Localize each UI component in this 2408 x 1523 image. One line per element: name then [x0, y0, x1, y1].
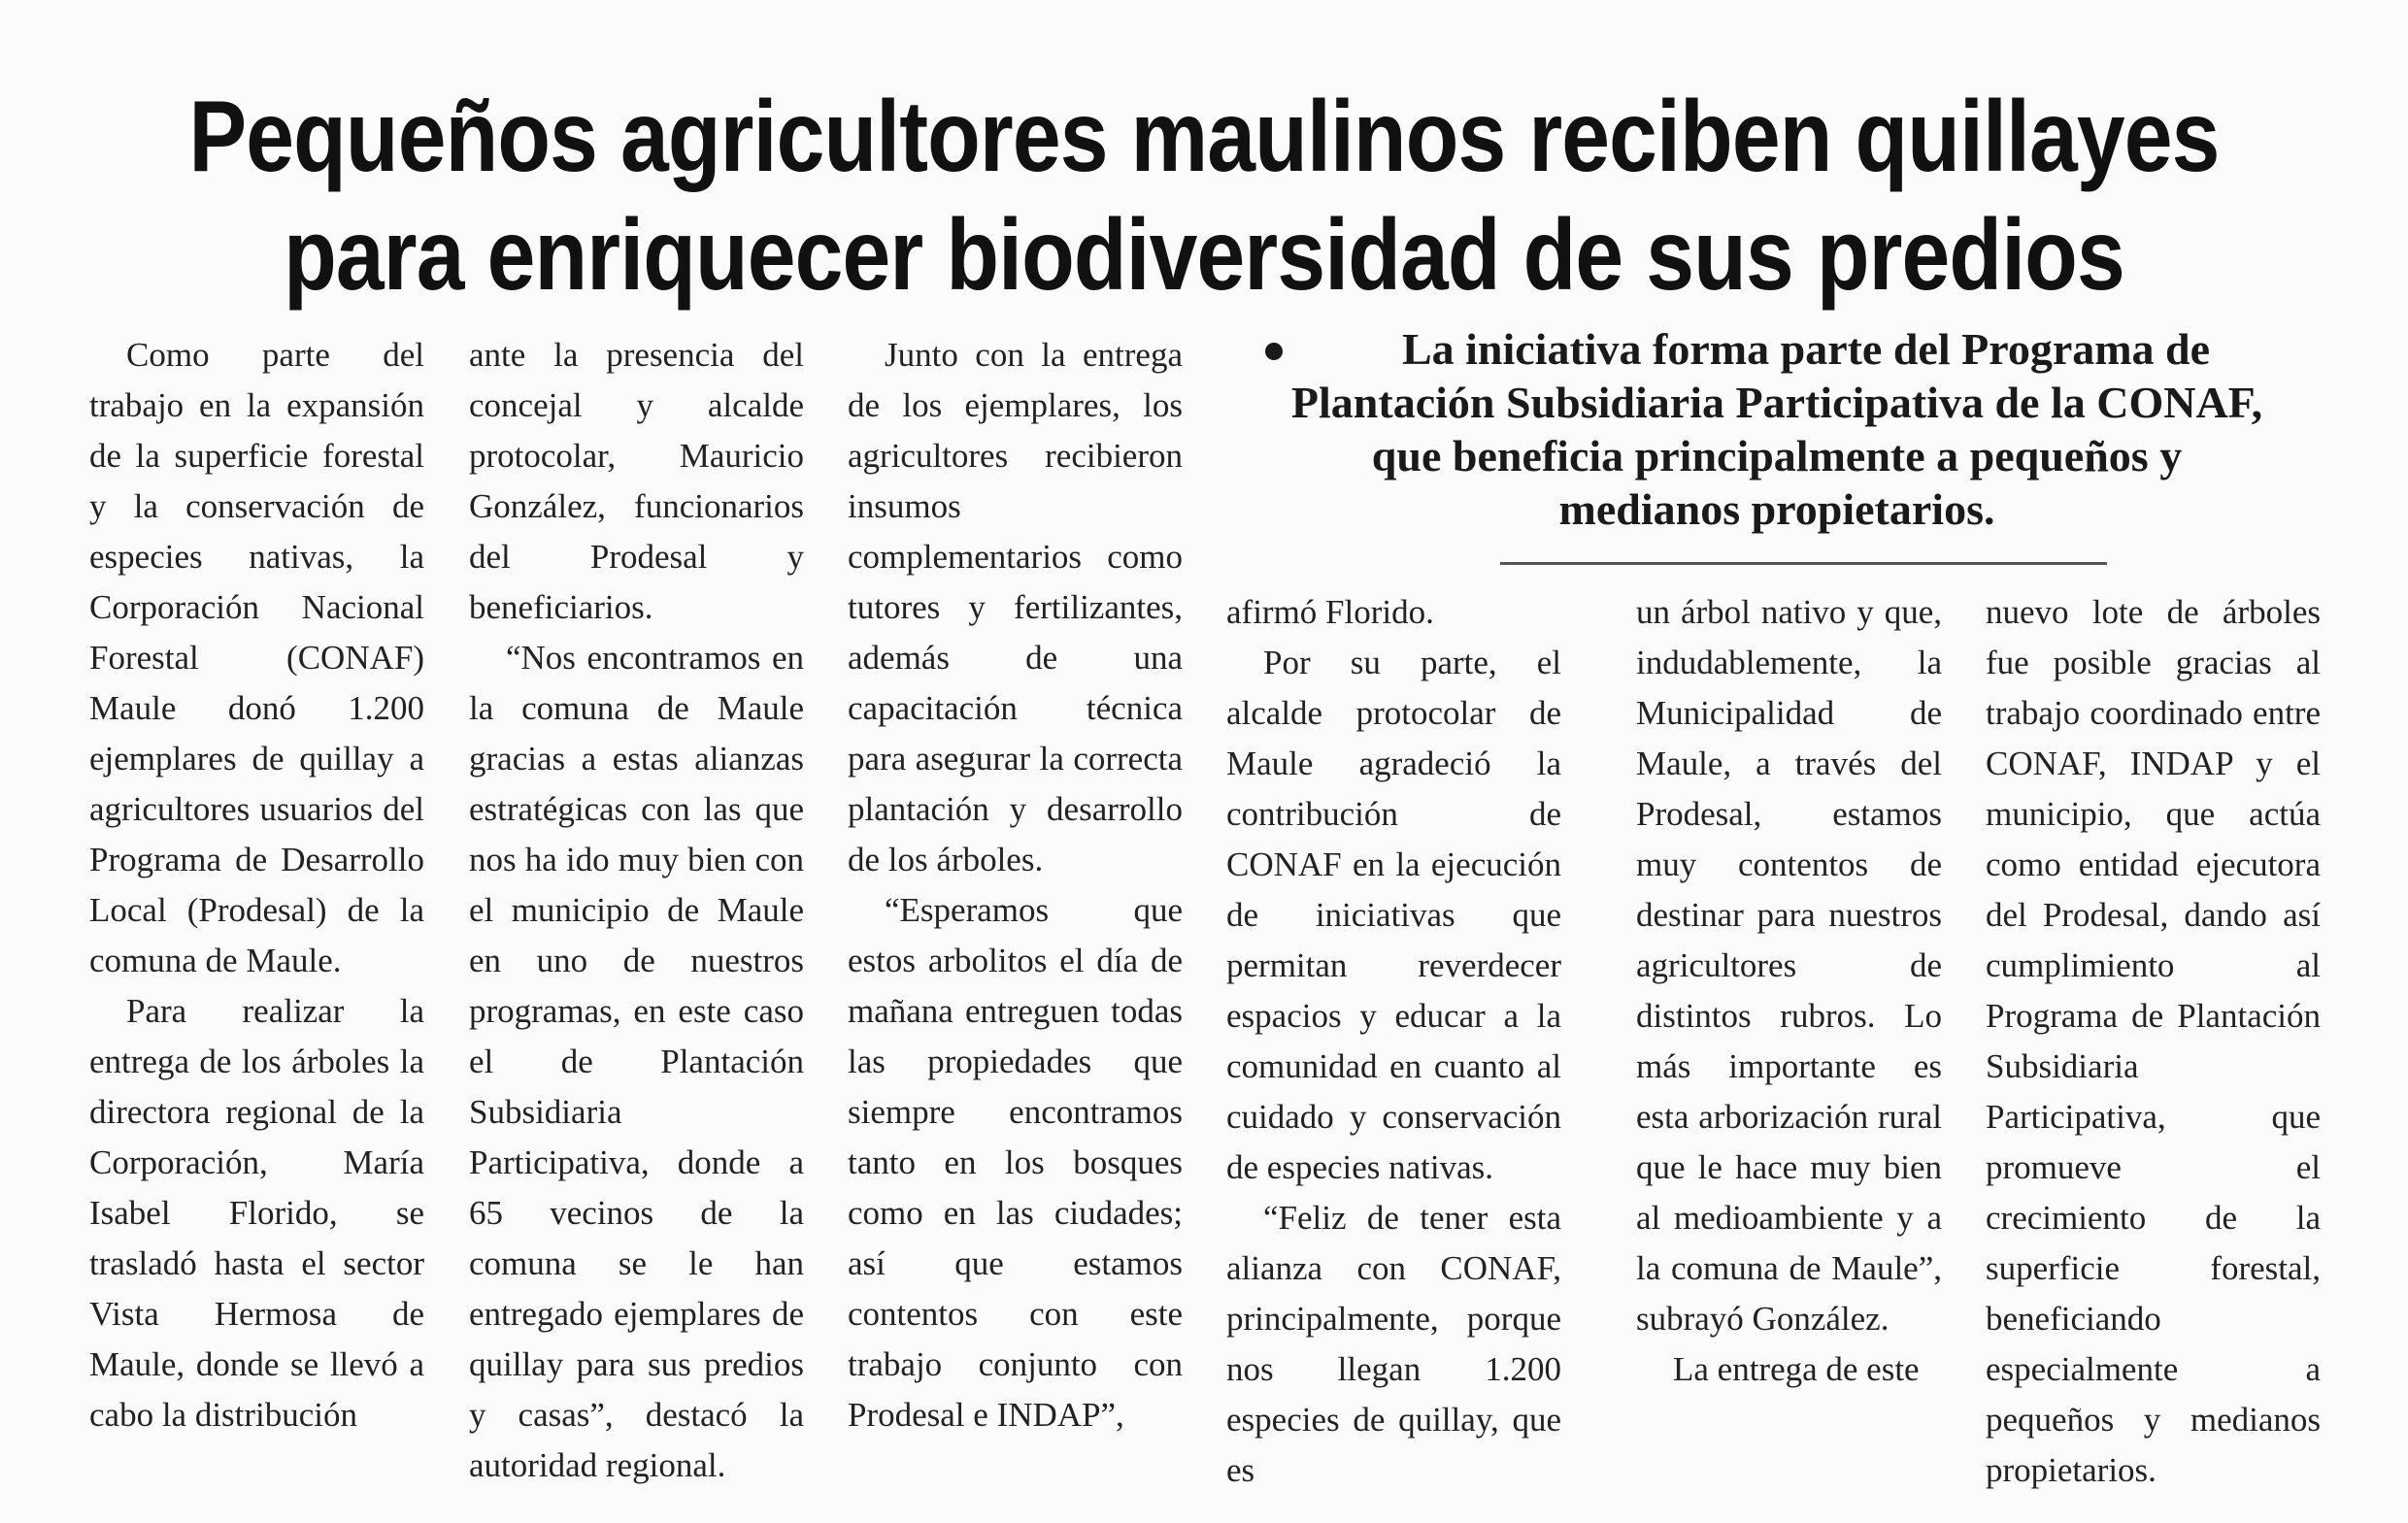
deck-line-4: medianos propietarios.	[1558, 484, 1995, 534]
paragraph: La entrega de este	[1673, 1350, 1920, 1388]
paragraph: un árbol nativo y que, indudablemente, la Municipalidad de Maule, a través del Prodesal, estamos muy contentos de destinar para nuestros agricultores de distintos rubros. Lo más importante es esta arborización rural que le hace muy bien al medioambiente y a la comuna de Maule”, subrayó González.	[1636, 593, 1942, 1338]
paragraph: “Nos encontramos en la comuna de Maule gracias a estas alianzas estratégicas con las que nos ha ido muy bien con el municipio de Maule en uno de nuestros programas, en este caso el de Plantación Subsidiaria Participativa, donde a 65 vecinos de la comuna se le han entregado ejemplares de quillay para sus predios y casas”, destacó la autoridad regional.	[469, 639, 804, 1484]
article-column-5	[1636, 587, 1942, 1395]
deck-subheadline	[1233, 322, 2321, 536]
paragraph: Junto con la entrega de los ejemplares, los agricultores recibieron insumos complementarios como tutores y fertilizantes, además de una capacitación técnica para asegurar la correcta plantación y desarrollo de los árboles.	[848, 336, 1183, 878]
deck-line-3: que beneficia principalmente a pequeños y	[1371, 431, 2183, 480]
paragraph: afirmó Florido.	[1226, 593, 1434, 631]
paragraph: Como parte del trabajo en la expansión de la superficie forestal y la conservación de especies nativas, la Corporación Nacional Forestal (CONAF) Maule donó 1.200 ejemplares de quillay a agricultores usuarios del Programa de Desarrollo Local (Prodesal) de la comuna de Maule.	[89, 336, 424, 979]
deck-line-1: La iniciativa forma parte del Programa de	[1401, 324, 2211, 374]
headline-line-1: Pequeños agricultores maulinos reciben quillayes	[188, 81, 2220, 193]
article-column-2	[469, 330, 804, 1491]
article-column-3	[848, 330, 1183, 1440]
paragraph: “Esperamos que estos arbolitos el día de mañana entreguen todas las propiedades que siempre encontramos tanto en los bosques como en las ciudades; así que estamos contentos con este trabajo conjunto con Prodesal e INDAP”,	[848, 891, 1183, 1434]
paragraph: Para realizar la entrega de los árboles la directora regional de la Corporación, María Isabel Florido, se trasladó hasta el sector Vista Hermosa de Maule, donde se llevó a cabo la distribución	[89, 992, 424, 1434]
article-column-1	[89, 330, 424, 1440]
headline-line-2: para enriquecer biodiversidad de sus predios	[284, 199, 2124, 312]
deck-line-2: Plantación Subsidiaria Participativa de la CONAF,	[1290, 378, 2263, 427]
paragraph: Por su parte, el alcalde protocolar de Maule agradeció la contribución de CONAF en la ejecución de iniciativas que permitan reverdecer espacios y educar a la comunidad en cuanto al cuidado y conservación de especies nativas.	[1226, 644, 1561, 1186]
paragraph: ante la presencia del concejal y alcalde protocolar, Mauricio González, funcionarios del Prodesal y beneficiarios.	[469, 336, 804, 626]
article-column-6	[1986, 587, 2321, 1496]
article-column-4	[1226, 587, 1561, 1496]
paragraph: nuevo lote de árboles fue posible gracias al trabajo coordinado entre CONAF, INDAP y el municipio, que actúa como entidad ejecutora del Prodesal, dando así cumplimiento al Programa de Plantación Subsidiaria Participativa, que promueve el crecimiento de la superficie forestal, beneficiando especialmente a pequeños y medianos propietarios.	[1986, 593, 2321, 1489]
divider-rule	[1500, 562, 2107, 565]
headline	[169, 78, 2240, 315]
paragraph: “Feliz de tener esta alianza con CONAF, principalmente, porque nos llegan 1.200 especies de quillay, que es	[1226, 1199, 1561, 1489]
